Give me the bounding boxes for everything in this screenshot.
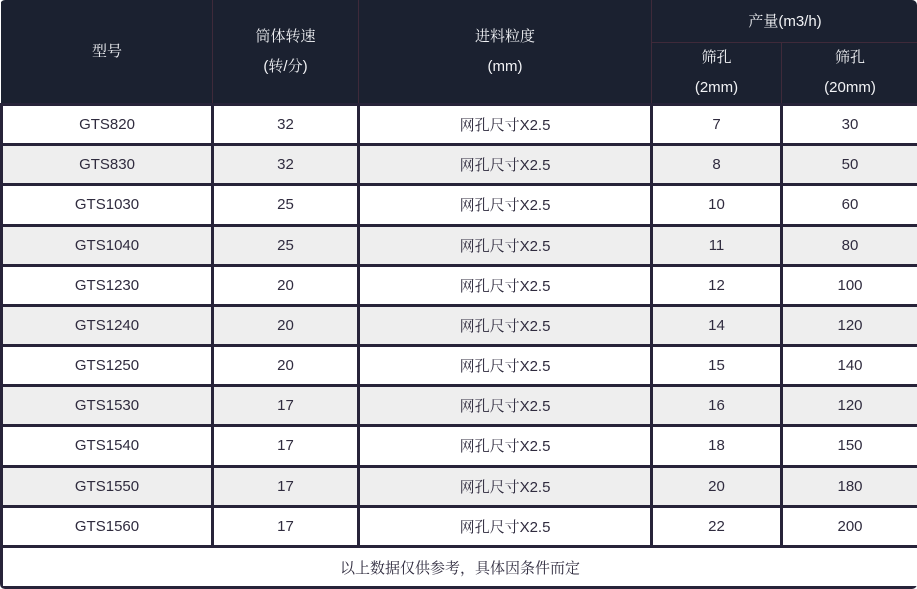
footnote-text: 以上数据仅供参考，具体因条件而定 [2,547,917,588]
col-header-feed-size-line2: (mm) [487,58,523,75]
cell-drum-speed: 32 [213,105,359,145]
cell-model: GTS1250 [2,346,213,386]
cell-drum-speed: 17 [213,386,359,426]
table-row [2,105,917,145]
table-row [2,346,917,386]
col-header-drum-speed-line2: (转/分) [263,58,308,75]
cell-output-2mm: 18 [652,426,782,466]
cell-output-20mm: 180 [782,466,917,506]
cell-output-20mm: 60 [782,185,917,225]
cell-model: GTS1540 [2,426,213,466]
col-header-sieve-20mm-line2: (20mm) [824,79,876,96]
cell-output-2mm: 8 [652,145,782,185]
cell-output-2mm: 15 [652,346,782,386]
cell-drum-speed: 20 [213,305,359,345]
cell-drum-speed: 32 [213,145,359,185]
footnote-row [2,547,917,588]
cell-feed-size: 网孔尺寸X2.5 [359,305,652,345]
col-header-feed-size-line1: 进料粒度 [474,28,535,45]
cell-model: GTS830 [2,145,213,185]
cell-model: GTS1230 [2,265,213,305]
cell-output-20mm: 80 [782,225,917,265]
cell-feed-size: 网孔尺寸X2.5 [359,426,652,466]
cell-model: GTS1560 [2,506,213,546]
table-row [2,426,917,466]
table-row [2,466,917,506]
cell-output-2mm: 22 [652,506,782,546]
cell-output-20mm: 200 [782,506,917,546]
col-header-sieve-2mm [652,43,782,105]
cell-model: GTS1030 [2,185,213,225]
cell-feed-size: 网孔尺寸X2.5 [359,105,652,145]
cell-output-2mm: 14 [652,305,782,345]
table-row [2,265,917,305]
col-header-feed-size [359,1,652,105]
col-header-sieve-20mm-line1: 筛孔 [834,49,865,66]
cell-drum-speed: 25 [213,225,359,265]
table-foot [2,547,917,588]
cell-output-20mm: 100 [782,265,917,305]
cell-output-2mm: 10 [652,185,782,225]
table-row [2,145,917,185]
cell-feed-size: 网孔尺寸X2.5 [359,225,652,265]
cell-drum-speed: 20 [213,346,359,386]
col-header-sieve-2mm-line1: 筛孔 [701,49,732,66]
cell-feed-size: 网孔尺寸X2.5 [359,185,652,225]
table-body [2,105,917,547]
col-header-sieve-20mm [782,43,917,105]
cell-output-20mm: 120 [782,386,917,426]
cell-feed-size: 网孔尺寸X2.5 [359,506,652,546]
cell-feed-size: 网孔尺寸X2.5 [359,145,652,185]
table-row [2,386,917,426]
cell-model: GTS1040 [2,225,213,265]
cell-drum-speed: 17 [213,426,359,466]
col-header-model-label: 型号 [91,43,122,60]
cell-drum-speed: 17 [213,466,359,506]
table-header [2,1,917,105]
cell-output-2mm: 20 [652,466,782,506]
table-row [2,225,917,265]
cell-model: GTS820 [2,105,213,145]
cell-output-2mm: 11 [652,225,782,265]
col-header-sieve-2mm-line2: (2mm) [694,79,739,96]
cell-feed-size: 网孔尺寸X2.5 [359,346,652,386]
cell-model: GTS1240 [2,305,213,345]
cell-output-20mm: 120 [782,305,917,345]
col-header-output-group [652,1,917,43]
cell-output-2mm: 7 [652,105,782,145]
col-header-model [2,1,213,105]
col-header-drum-speed [213,1,359,105]
col-header-drum-speed-line1: 筒体转速 [255,28,316,45]
cell-feed-size: 网孔尺寸X2.5 [359,386,652,426]
cell-drum-speed: 25 [213,185,359,225]
table-row [2,185,917,225]
table-row [2,305,917,345]
cell-feed-size: 网孔尺寸X2.5 [359,265,652,305]
table-row [2,506,917,546]
cell-model: GTS1550 [2,466,213,506]
cell-output-2mm: 12 [652,265,782,305]
cell-output-20mm: 30 [782,105,917,145]
cell-output-20mm: 140 [782,346,917,386]
cell-drum-speed: 17 [213,506,359,546]
cell-output-20mm: 150 [782,426,917,466]
cell-drum-speed: 20 [213,265,359,305]
cell-output-20mm: 50 [782,145,917,185]
cell-output-2mm: 16 [652,386,782,426]
cell-model: GTS1530 [2,386,213,426]
cell-feed-size: 网孔尺寸X2.5 [359,466,652,506]
col-header-output-group-label: 产量(m3/h) [748,12,822,30]
